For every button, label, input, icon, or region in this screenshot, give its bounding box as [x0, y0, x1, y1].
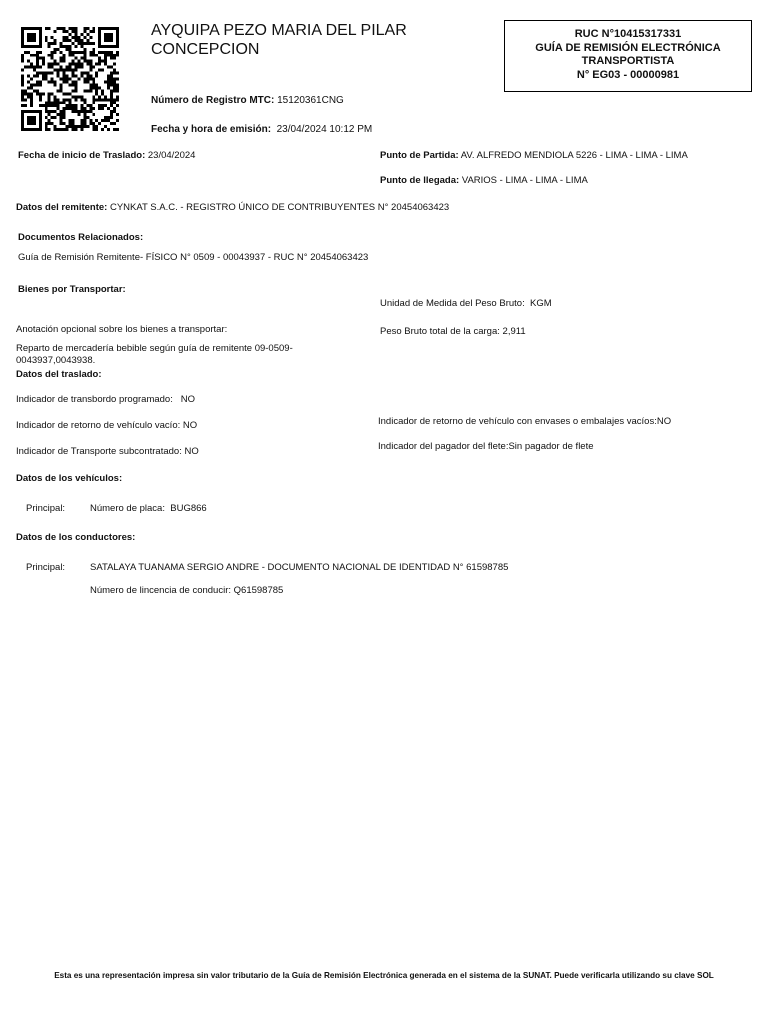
punto-partida [380, 150, 688, 161]
retorno-envases-value: NO [656, 416, 672, 427]
ruc-box [504, 20, 752, 92]
retorno-envases-label: Indicador de retorno de vehículo con envases o embalajes vacíos: [378, 416, 657, 427]
fecha-emision-label: Fecha y hora de emisión: [151, 124, 272, 135]
doc-type-line2: TRANSPORTISTA [581, 55, 675, 68]
fecha-inicio-traslado [18, 150, 195, 161]
licencia-value: Q61598785 [233, 585, 284, 596]
subcontratado [16, 446, 199, 457]
unidad-medida-value: KGM [530, 298, 552, 309]
placa-value: BUG866 [170, 503, 207, 514]
vehiculos-label: Datos de los vehículos: [16, 473, 123, 484]
retorno-vacio-value: NO [182, 420, 198, 431]
remitente-label: Datos del remitente: [16, 202, 108, 213]
unidad-medida-label: Unidad de Medida del Peso Bruto: [380, 298, 525, 309]
retorno-vacio-label: Indicador de retorno de vehículo vacío: [16, 420, 181, 431]
bienes-label: Bienes por Transportar: [18, 284, 126, 295]
datos-traslado-label: Datos del traslado: [16, 369, 102, 380]
anotacion-text: Reparto de mercadería bebible según guía de remitente 09-0509-0043937,0043938. [16, 343, 293, 366]
peso-bruto-label: Peso Bruto total de la carga: [380, 326, 500, 337]
qr-code-icon [21, 27, 119, 131]
remitente-value: CYNKAT S.A.C. - REGISTRO ÚNICO DE CONTRIBUYENTES N° 20454063423 [109, 202, 450, 213]
pagador-value: Sin pagador de flete [508, 441, 594, 452]
licencia-label: Número de lincencia de conducir: [90, 585, 231, 596]
licencia [90, 585, 283, 596]
retorno-vacio [16, 420, 197, 431]
ruc-number: RUC N°10415317331 [574, 28, 682, 40]
registro-mtc-label: Número de Registro MTC: [151, 95, 275, 106]
documentos-value: Guía de Remisión Remitente- FÍSICO N° 0509 - 00043937 - RUC N° 20454063423 [18, 252, 369, 263]
documentos-label: Documentos Relacionados: [18, 232, 144, 243]
fecha-emision [151, 124, 372, 135]
punto-partida-value: AV. ALFREDO MENDIOLA 5226 - LIMA - LIMA - LIMA [460, 150, 688, 161]
datos-remitente [16, 202, 449, 213]
pagador-flete [378, 441, 594, 452]
fecha-inicio-label: Fecha de inicio de Traslado: [18, 150, 146, 161]
transbordo-value: NO [180, 394, 196, 405]
subcontratado-label: Indicador de Transporte subcontratado: [16, 446, 182, 457]
footer-note: Esta es una representación impresa sin valor tributario de la Guía de Remisión Electrónica generada en el sistema de la SUNAT. Puede verificarla utilizando su clave SOL [54, 971, 714, 980]
transbordo-label: Indicador de transbordo programado: [16, 394, 173, 405]
transbordo [16, 394, 195, 405]
conductor-value: SATALAYA TUANAMA SERGIO ANDRE - DOCUMENTO NACIONAL DE IDENTIDAD N° 61598785 [90, 562, 509, 573]
issuer-name [151, 21, 407, 59]
fecha-inicio-value: 23/04/2024 [147, 150, 196, 161]
punto-llegada-label: Punto de llegada: [380, 175, 460, 186]
conductores-label: Datos de los conductores: [16, 532, 136, 543]
placa-label: Número de placa: [90, 503, 165, 514]
fecha-emision-value: 23/04/2024 10:12 PM [276, 124, 373, 135]
issuer-name-line1: AYQUIPA PEZO MARIA DEL PILAR [151, 22, 407, 39]
registro-mtc [151, 95, 344, 106]
peso-bruto-value: 2,911 [502, 326, 526, 337]
subcontratado-value: NO [184, 446, 199, 457]
punto-llegada-value: VARIOS - LIMA - LIMA - LIMA [461, 175, 588, 186]
anotacion-label: Anotación opcional sobre los bienes a transportar: [16, 324, 228, 335]
unidad-medida [380, 298, 552, 309]
issuer-name-line2: CONCEPCION [151, 41, 260, 58]
punto-partida-label: Punto de Partida: [380, 150, 459, 161]
doc-number: N° EG03 - 00000981 [576, 68, 680, 81]
peso-bruto [380, 326, 526, 337]
conductor-principal-label: Principal: [26, 562, 66, 573]
pagador-label: Indicador del pagador del flete: [378, 441, 509, 452]
retorno-envases [378, 416, 671, 427]
registro-mtc-value: 15120361CNG [277, 95, 344, 106]
vehiculo-principal-label: Principal: [26, 503, 66, 514]
vehiculo-placa [90, 503, 207, 514]
doc-type-line1: GUÍA DE REMISIÓN ELECTRÓNICA [535, 41, 721, 54]
punto-llegada [380, 175, 588, 186]
